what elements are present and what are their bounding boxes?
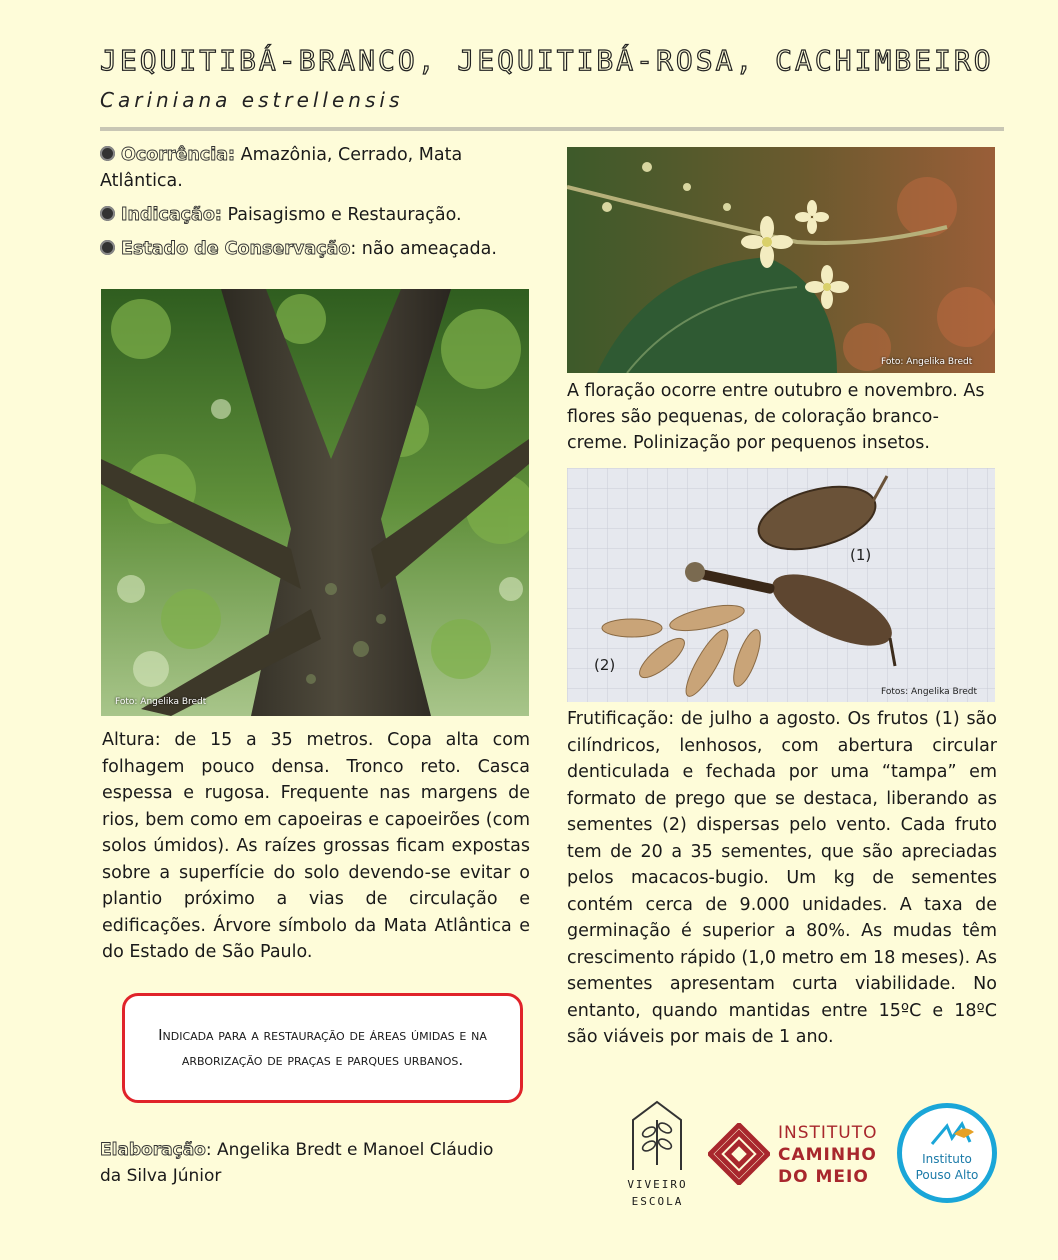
fact-key: Ocorrência: (121, 145, 236, 165)
caminho-line2: CAMINHO (778, 1145, 877, 1165)
photo-credit: Foto: Angelika Bredt (881, 357, 973, 367)
pouso-line2: Pouso Alto (915, 1168, 979, 1182)
photo-credit: Fotos: Angelika Bredt (881, 687, 977, 697)
caminho-line1: INSTITUTO (778, 1123, 878, 1143)
photo-credit: Foto: Angelika Bredt (115, 697, 207, 707)
bullet-icon (100, 146, 115, 161)
credits-key: Elaboração (100, 1140, 206, 1160)
fact-occurrence (100, 142, 540, 194)
fact-conservation (100, 236, 540, 262)
fruit-label-1: (1) (850, 546, 872, 564)
caminho-line3: DO MEIO (778, 1167, 869, 1187)
pouso-line1: Instituto (922, 1152, 972, 1166)
viveiro-text: VIVEIRO (627, 1178, 688, 1191)
bullet-icon (100, 240, 115, 255)
fact-value: Paisagismo e Restauração. (221, 205, 462, 225)
caminho-do-meio-logo (708, 1115, 883, 1195)
pouso-alto-logo (897, 1103, 997, 1203)
flower-photo (567, 147, 995, 373)
fact-value: : não ameaçada. (350, 239, 497, 259)
fact-indication (100, 202, 540, 228)
scientific-name: Cariniana estrellensis (100, 88, 404, 112)
flower-caption: A floração ocorre entre outubro e novembro. As flores são pequenas, de coloração branco-creme. Polinização por pequenos insetos. (567, 381, 985, 453)
authorship (100, 1137, 520, 1189)
knot-icon (708, 1123, 770, 1185)
fact-value: Amazônia, Cerrado, Mata Atlântica. (100, 145, 463, 191)
recommendation-callout: Indicada para a restauração de áreas úmidas e na arborização de praças e parques urbanos. (122, 993, 523, 1103)
page-title: JEQUITIBÁ-BRANCO, JEQUITIBÁ-ROSA, CACHIMBEIRO (100, 44, 994, 77)
facts-list (100, 142, 540, 270)
fruit-photo (567, 468, 995, 702)
bullet-icon (100, 206, 115, 221)
sprout-house-icon (625, 1100, 690, 1170)
fruit-description: Frutificação: de julho a agosto. Os frutos (1) são cilíndricos, lenhosos, com abertura circular denticulada e fechada por uma “tampa” em formato de prego que se destaca, liberando as sementes (2) dispersas pelo vento. Cada fruto tem de 20 a 35 sementes, que são apreciadas pelos macacos-bugio. Um kg de sementes contém cerca de 9.000 unidades. A taxa de germinação é superior a 80%. As mudas têm crescimento rápido (1,0 metro em 18 meses). As sementes apresentam curta viabilidade. No entanto, quando mantidas entre 15ºC e 18ºC são viáveis por mais de 1 ano. (567, 709, 997, 1047)
fact-key: Indicação: (121, 205, 222, 225)
tree-photo (101, 289, 529, 716)
tree-description: Altura: de 15 a 35 metros. Copa alta com folhagem pouco densa. Tronco reto. Casca espessa e rugosa. Frequente nas margens de rios, bem como em capoeiras e capoeirões (com solos úmidos). As raízes grossas ficam expostas sobre a superfície do solo devendo-se evitar o plantio próximo a vias de circulação e edificações. Árvore símbolo da Mata Atlântica e do Estado de São Paulo. (102, 730, 530, 962)
title-divider (100, 127, 1004, 131)
viveiro-escola-logo (625, 1100, 690, 1208)
bird-icon (902, 1116, 992, 1156)
fact-key: Estado de Conservação (121, 239, 351, 259)
escola-text: ESCOLA (631, 1195, 684, 1208)
fruit-label-2: (2) (594, 656, 616, 674)
credits-value: : Angelika Bredt e Manoel Cláudio da Silva Júnior (100, 1140, 494, 1186)
